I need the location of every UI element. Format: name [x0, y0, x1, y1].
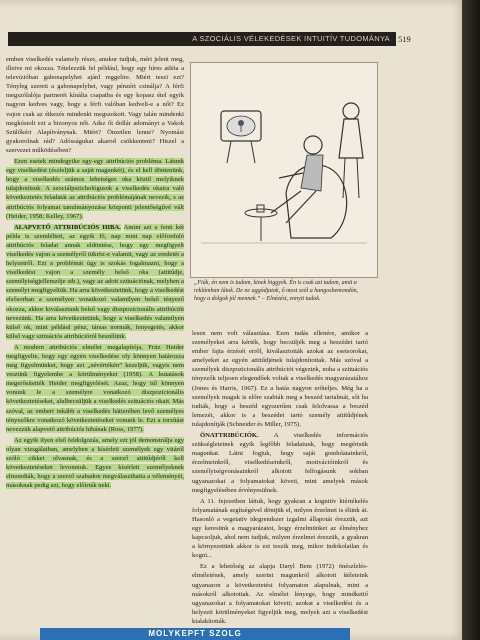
paragraph: A 11. fejezetben láttuk, hogy gyakran a kognitív kiértékelés folyamatának segítségével döntjük el, milyen érzelmet is élünk át. Hasonló a vegetatív idegrendszer izgalmi állapotát érezzük, azt egy keresünk a magyarázatot, hogy érzelmünket az élményhez kapcsoljuk, ahol nem tudjuk, milyen érzelmet érezzük, a gyakran a környezetünk akkor is ezt teszik meg, mikor indokolatlan és kogni...	[192, 497, 368, 560]
paragraph: emben viselkedés valamely része, anukor tudjuk, mért jelent meg, illetve mi okozza. Tételezzük fel például, hogy egy híres atléta a televízióban gabonapelyhet ajánl reggelire. Miért teszi ezt? Tényleg szereti a gabonapelyhet, vagy pénzért csinálja? A férfi megszólalója partnerét kínálta csapatba és egy kopasz étel egyik nagyon kedves vagy, hogy a férfi valóban kedveli-e a nőt? Ez vajon csak az étkezés mindenki megszokott. Vagy talán mindenki megkóstolt ezt a bizonyos nőt. Adsz őt dollár adományt a Vakok Szülőkért Alapítványnak. Miért? Önzetlen lenne? Nyomást gyakorolnak rád? Adósságukat akarod csökkenteni? Hiszel a szervezet működésében?	[6, 56, 184, 154]
paragraph: lesen nem volt választása. Ezen tudás ellenére, amikor a személyeket arra kérték, hogy becsüljék meg a beszédet tartó ember fajta érzését erről, kiválasztották azokat az esetsorokat, amelyeket az egyén attitűdjének tulajdonítottak. Más szóval a személyek diszpozicionális attribúciót végeztek, noha a szituációs tényezők teljesen elegendőek voltak a viselkedés magyarázatához (Jones és Harris, 1967). Ez a hatás nagyon erőteljes. Még ha a személyek maguk is előre szabták meg a beszéd tartalmát, sőt ha tudták, hogy a beszéd egyszerűen csak felolvassa a beszéd lemezét, akkor is a beszédet tartó személy attitűdjének tulajdonítják (Schneider és Miller, 1975).	[192, 330, 368, 428]
left-column	[6, 55, 184, 492]
highlighted-text: Amint azt a fenti két példa is szemlélteti, az egyik fő, nap mint nap előforduló attribúciós feladat annak eldöntése, hogy egy megfigyelt viselkedés vajon a személyről tükröz-e valamit, vagy az eredetét a helyzetről. Ezt a problémát úgy is szokás fogalmazni, hogy a viselkedést vajon a személy belső oka (attitűdje, személyiségjellemzője stb.), vagy az adott szituációnak, melyben a személyt megfigyeltük. Ha arra következtetünk, hogy a viselkedést elsősorban a személyen vonatkozó valamilyen belső tényező okozza, akkor kiválasztunk belső vagy diszpozicionális attribúciót nevezünk. Ha arra következtetünk, hogy a viselkedés valamilyen külső ok, mint például pénz, társas normák, fenyegetés, akkor külső vagy szituációs attribúcióról beszélünk.	[6, 223, 184, 340]
paragraph	[6, 223, 184, 341]
highlighted-text: Ezen esetek mindegyike egy-egy attribúciós probléma. Látunk egy viselkedést (észleljük a saját magunkét), és el kell döntenünk, hogy a viselkedés számos lehetséges oka közül melyiknek tulajdonítsuk. A szociálpszichológusok a viselkedés okaira való következtetés feladatát az attribúciós problémájának nevezik, s az attribúciós folyamat tanulmányozása központi jelentőségűvé vált (Heider, 1958; Kelley, 1967).	[6, 158, 184, 220]
cartoon-drawing	[191, 63, 377, 277]
paragraph	[192, 431, 368, 495]
page-number: 519	[398, 34, 411, 44]
paragraph: Ez a lehetőség az alapja Daryl Bem (1972) önészlelés-elméletének, amely szerint magunkról alkotott ítéleteink ugyanazon a következtetési folyamaton alapulnak, mint a másokról alkotottak. Az elmélet lényege, hogy mindkettő ugyanazokat a folyamatokat követi; azokat a viselkedést és a helyzeti körülményeket figyeljük meg, melyek azt a viselkedést kialakították.	[192, 563, 368, 625]
section-heading: ÖNATTRIBÚCIÓK.	[200, 432, 259, 440]
paragraph	[6, 436, 184, 491]
paragraph-text: A viselkedés információs szükségleteinek egyik legfőbb feladatunk, hogy megértsük magunkat. Látni fogjuk, hogy saját gondolatainkról, érzelmeinkről, viselkedéseinkről, motivációinkról és személyiségvonásainkról alkotott felfogásunk sokban ugyanazokat a folyamatokat követi, mint amelyek mások megfigyelésében érvényesülnek.	[192, 432, 368, 494]
paragraph	[6, 157, 184, 221]
section-heading: ALAPVETŐ ATTRIBÚCIÓS HIBA.	[14, 223, 121, 231]
running-header: A SZOCIÁLIS VÉLEKEDÉSEK INTUITÍV TUDOMÁNYA	[8, 32, 396, 46]
highlighted-text: Az egyik ilyen első feldolgozás, amely ezt jól demonstrálja egy olyan vizsgálatban, amelyben a kísérleti személyek egy vitáról szóló cikket olvasnak, és a szerző attitűdjéről kell következtetéseket levonniuk. Egyes kísérleti személyeknek elmondták, hogy a szerző szabadon megválaszthatta a véleményét, másoknak pedig azt, hogy előírták neki.	[6, 436, 184, 490]
watermark-strip: MOLYKEPFT SZOLG	[40, 628, 350, 640]
figure-caption: „Fiúk, én nem is tudom, kinek higgyek. Én is csak azt tudom, amit a reklámban látok. De ne aggódjatok, ő most szól a hangosbemondón, hogy a dolgok jól mennek.” – Elnézést, ennyit tudok.	[194, 280, 359, 302]
right-column	[192, 329, 368, 628]
paragraph	[6, 343, 184, 434]
cartoon-illustration	[190, 62, 378, 278]
highlighted-text: A modern attribúciós elmélet megalapítója, Fritz Heider megfigyelte, hogy egy egyén viselkedése oly könnyen határozza meg figyelmünket, hogy azt „névértékén” kezeljük, vagyis nem veszünk figyelembe a körülményeket (1958). A kutatások megerősítették Heider megfigyelését. Azaz, hogy túl könnyen vonunk le a személyre vonatkozó diszpozicionális következtetéseket, alulbecsüljük a viselkedés szituációs okait. Más szóval, az embert inkább a viselkedés hátterében levő személyes tényezőkre vonatkozó következtetéseket vonunk le. Ezt a torzítást nevezzük alapvető attribúciós hibának (Ross, 1977).	[6, 343, 184, 433]
book-spine-edge	[462, 0, 480, 640]
